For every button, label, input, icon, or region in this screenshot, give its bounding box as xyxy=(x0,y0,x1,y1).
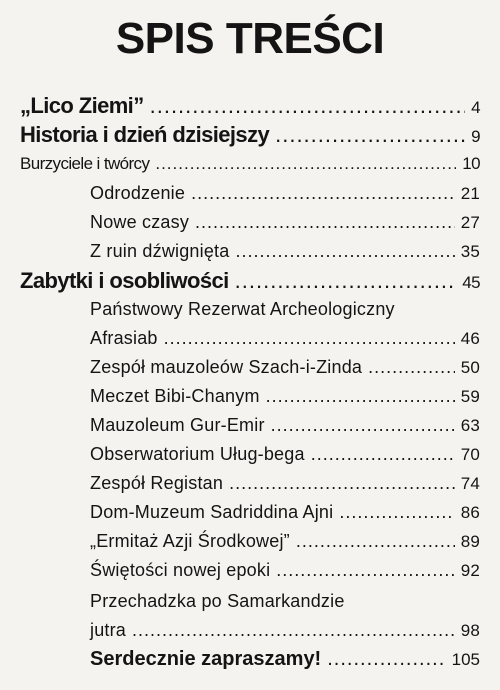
dot-leader xyxy=(155,154,456,174)
toc-entry-label: Afrasiab xyxy=(90,328,158,348)
toc-entry-page: 21 xyxy=(460,184,480,203)
toc-entry-ulug-bega[interactable] xyxy=(90,444,480,465)
toc-entry-label: Nowe czasy xyxy=(90,212,190,232)
toc-entry-label: Zespół mauzoleów Szach-i-Zinda xyxy=(90,357,363,377)
dot-leader xyxy=(275,122,465,148)
toc-entry-page: 63 xyxy=(460,416,480,435)
toc-entry-label: Z ruin dźwignięta xyxy=(90,241,230,261)
toc-entry-nowe-czasy[interactable] xyxy=(90,212,480,233)
toc-entry-ermitaz[interactable] xyxy=(90,531,480,552)
dot-leader xyxy=(276,560,454,581)
toc-entry-odrodzenie[interactable] xyxy=(90,183,480,204)
dot-leader xyxy=(195,212,455,233)
toc-entry-szach-i-zinda[interactable] xyxy=(90,357,480,378)
dot-leader xyxy=(191,183,455,204)
toc-entry-label: Serdecznie zapraszamy! xyxy=(90,648,322,670)
toc-entry-page: 35 xyxy=(460,242,480,261)
dot-leader xyxy=(150,93,466,119)
toc-entry-lico-ziemi[interactable] xyxy=(20,93,480,119)
toc-entry-label: jutra xyxy=(90,620,127,640)
dot-leader xyxy=(235,268,457,294)
dot-leader xyxy=(271,415,455,436)
toc-entry-page: 45 xyxy=(462,273,480,292)
toc-entry-bibi-chanym[interactable] xyxy=(90,386,480,407)
toc-entry-page: 50 xyxy=(460,358,480,377)
toc-entry-page: 59 xyxy=(460,387,480,406)
toc-entry-burzyciele[interactable] xyxy=(20,154,480,174)
toc-entry-label: Zespół Registan xyxy=(90,473,224,493)
toc-entry-label: Historia i dzień dzisiejszy xyxy=(20,122,270,147)
toc-entry-afrasiab[interactable] xyxy=(90,328,480,349)
toc-entry-zabytki[interactable] xyxy=(20,268,480,294)
toc-entry-page: 10 xyxy=(462,154,480,173)
toc-entry-label: Dom-Muzeum Sadriddina Ajni xyxy=(90,502,334,522)
toc-entry-page: 86 xyxy=(460,503,480,522)
toc-entry-page: 74 xyxy=(460,474,480,493)
toc-entry-label-line1: Przechadzka po Samarkandzie xyxy=(90,591,345,611)
toc-entry-label: Zabytki i osobliwości xyxy=(20,268,229,293)
toc-entry-label: Mauzoleum Gur-Emir xyxy=(90,415,265,435)
dot-leader xyxy=(311,444,455,465)
toc-entry-label: „Ermitaż Azji Środkowej” xyxy=(90,531,290,551)
dot-leader xyxy=(266,386,455,407)
toc-entry-label-line1: Państwowy Rezerwat Archeologiczny xyxy=(90,299,395,319)
page-title: SPIS TREŚCI xyxy=(115,14,385,63)
toc-entry-historia[interactable] xyxy=(20,122,480,148)
dot-leader xyxy=(296,531,455,552)
toc-entry-label: Meczet Bibi-Chanym xyxy=(90,386,260,406)
dot-leader xyxy=(368,357,455,378)
dot-leader xyxy=(327,648,445,671)
dot-leader xyxy=(235,241,454,262)
toc-entry-przechadzka[interactable] xyxy=(90,620,480,641)
toc-entry-label: Obserwatorium Uług-bega xyxy=(90,444,305,464)
toc-entry-dom-muzeum[interactable] xyxy=(90,502,480,523)
toc-entry-page: 27 xyxy=(460,213,480,232)
dot-leader xyxy=(229,473,455,494)
toc-entry-gur-emir[interactable] xyxy=(90,415,480,436)
toc-entry-label: Burzyciele i twórcy xyxy=(20,154,150,173)
toc-entry-serdecznie[interactable] xyxy=(90,648,480,671)
toc-entry-page: 9 xyxy=(471,127,480,146)
toc-entry-label: Odrodzenie xyxy=(90,183,186,203)
toc-entry-label: „Lico Ziemi” xyxy=(20,93,144,118)
dot-leader xyxy=(164,328,455,349)
toc-entry-label: Świętości nowej epoki xyxy=(90,560,271,580)
toc-entry-page: 92 xyxy=(460,561,480,580)
toc-entry-swietosci[interactable] xyxy=(90,560,480,581)
toc-entry-page: 4 xyxy=(471,98,480,117)
toc-entry-z-ruin[interactable] xyxy=(90,241,480,262)
toc-entry-page: 46 xyxy=(460,329,480,348)
toc-entry-page: 70 xyxy=(460,445,480,464)
toc-entry-page: 89 xyxy=(460,532,480,551)
toc-entry-page: 98 xyxy=(460,621,480,640)
toc-entry-registan[interactable] xyxy=(90,473,480,494)
toc-entry-page: 105 xyxy=(451,650,480,669)
dot-leader xyxy=(132,620,455,641)
dot-leader xyxy=(339,502,454,523)
